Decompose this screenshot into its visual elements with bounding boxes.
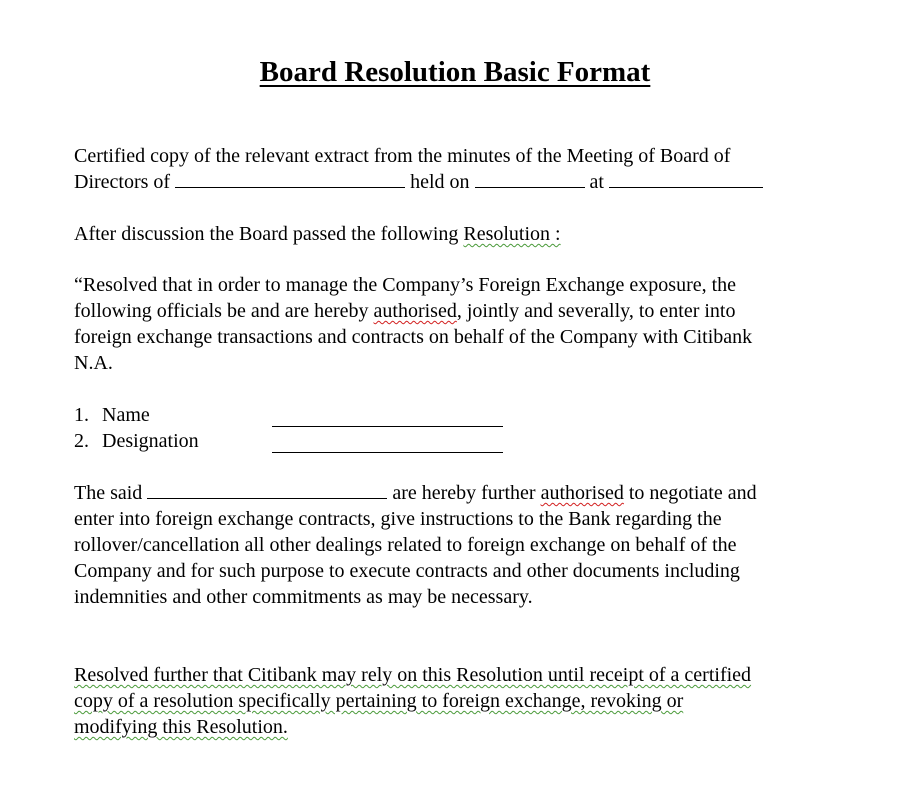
resolved-line-3: foreign exchange transactions and contracts on behalf of the Company with Citibank: [74, 326, 753, 348]
intro-line-1: Certified copy of the relevant extract from the minutes of the Meeting of Board of: [74, 145, 731, 167]
resolved-line-4: N.A.: [74, 352, 113, 374]
officials-blank[interactable]: [147, 480, 387, 499]
resolved-line-1: “Resolved that in order to manage the Company’s Foreign Exchange exposure, the: [74, 274, 737, 296]
discussion-line: After discussion the Board passed the following Resolution :: [74, 223, 561, 245]
designation-blank[interactable]: [272, 428, 503, 453]
date-blank[interactable]: [475, 169, 585, 188]
further-line-3: rollover/cancellation all other dealings related to foreign exchange on behalf of the: [74, 534, 737, 556]
name-blank[interactable]: [272, 402, 503, 427]
further-line-4: Company and for such purpose to execute contracts and other documents including: [74, 560, 740, 582]
location-blank[interactable]: [609, 169, 763, 188]
authorised-word: authorised: [373, 300, 457, 322]
final-line-3: modifying this Resolution.: [74, 716, 288, 738]
resolution-word: Resolution :: [463, 223, 561, 245]
document-title: Board Resolution Basic Format: [259, 56, 651, 88]
final-line-1: Resolved further that Citibank may rely on this Resolution until receipt of a certified: [74, 664, 752, 686]
resolved-line-2: following officials be and are hereby authorised, jointly and severally, to enter into: [74, 300, 736, 322]
further-line-2: enter into foreign exchange contracts, give instructions to the Bank regarding the: [74, 508, 722, 530]
intro-line-2: Directors of held on at: [74, 169, 763, 195]
further-line-5: indemnities and other commitments as may be necessary.: [74, 586, 533, 608]
authorised-word-2: authorised: [540, 482, 624, 504]
final-line-2: copy of a resolution specifically pertaining to foreign exchange, revoking or: [74, 690, 684, 712]
directors-blank[interactable]: [175, 169, 405, 188]
further-line-1: The said are hereby further authorised to negotiate and: [74, 482, 757, 504]
list-item-designation: 2. Designation: [74, 428, 272, 454]
list-item-name: 1. Name: [74, 402, 272, 428]
